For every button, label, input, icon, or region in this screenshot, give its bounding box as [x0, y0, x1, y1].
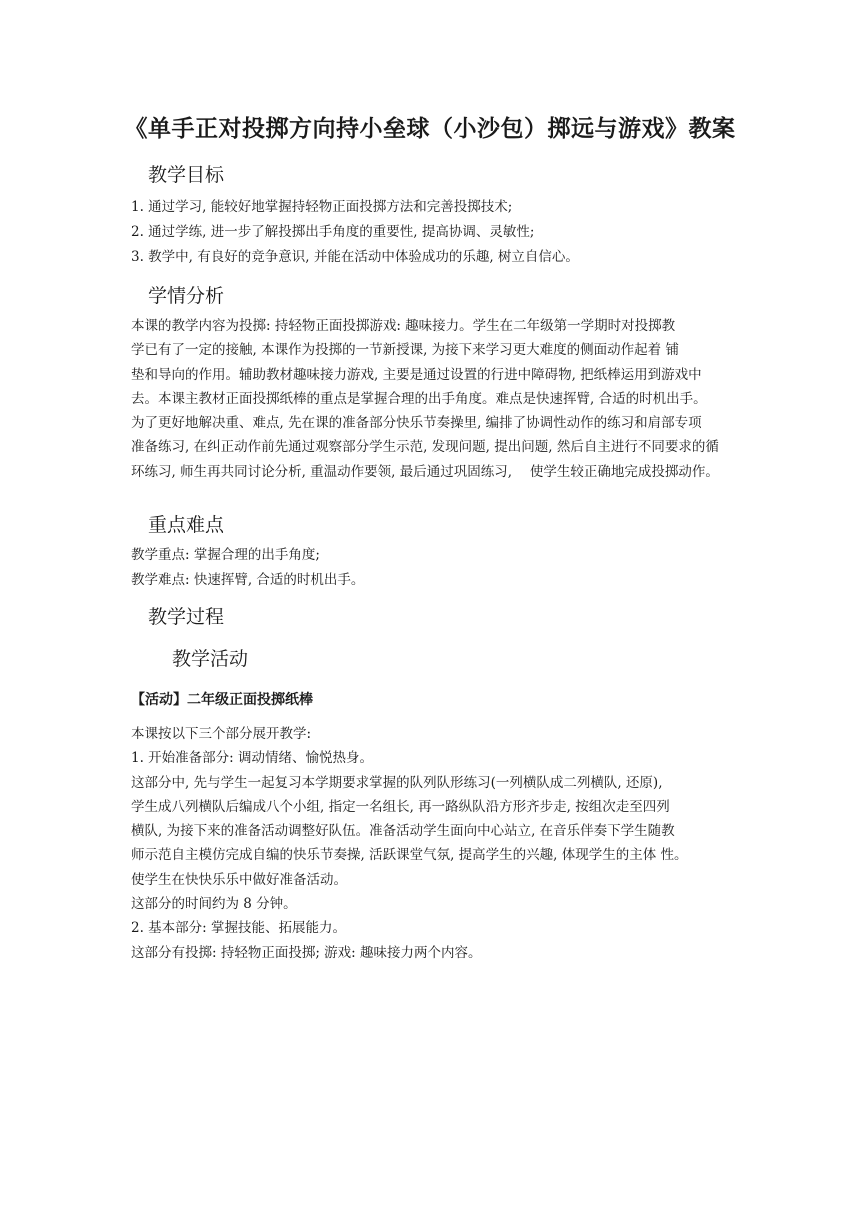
analysis-line: 准备练习, 在纠正动作前先通过观察部分学生示范, 发现问题, 提出问题, 然后自主进行不同要求的循	[131, 439, 719, 456]
process-line: 本课按以下三个部分展开教学:	[131, 726, 312, 742]
difficulty-item: 教学难点: 快速挥臂, 合适的时机出手。	[131, 572, 365, 588]
key-point-item: 教学重点: 掌握合理的出手角度;	[131, 547, 320, 563]
analysis-line: 为了更好地解决重、难点, 先在课的准备部分快乐节奏操里, 编排了协调性动作的练习和肩部专项	[131, 415, 702, 432]
process-line: 师示范自主模仿完成自编的快乐节奏操, 活跃课堂气氛, 提高学生的兴趣, 体现学生的主体 性。	[131, 847, 688, 864]
process-line: 这部分有投掷: 持轻物正面投掷; 游戏: 趣味接力两个内容。	[131, 944, 482, 961]
heading-student-analysis: 学情分析	[148, 285, 225, 307]
process-line: 使学生在快快乐乐中做好准备活动。	[131, 871, 347, 888]
process-line: 横队, 为接下来的准备活动调整好队伍。准备活动学生面向中心站立, 在音乐伴奏下学生随教	[131, 823, 675, 840]
analysis-line: 本课的教学内容为投掷: 持轻物正面投掷游戏: 趣味接力。学生在二年级第一学期时对投掷教	[131, 318, 676, 334]
heading-key-points: 重点难点	[148, 514, 225, 536]
document-title: 《单手正对投掷方向持小垒球（小沙包）掷远与游戏》教案	[124, 116, 736, 142]
heading-teaching-process: 教学过程	[148, 606, 225, 628]
process-line: 2. 基本部分: 掌握技能、拓展能力。	[131, 920, 347, 937]
goal-item-3: 3. 教学中, 有良好的竞争意识, 并能在活动中体验成功的乐趣, 树立自信心。	[131, 249, 579, 265]
process-line: 这部分中, 先与学生一起复习本学期要求掌握的队列队形练习(一列横队成二列横队, 还原),	[131, 774, 663, 791]
process-line: 1. 开始准备部分: 调动情绪、愉悦热身。	[131, 750, 374, 767]
process-line: 学生成八列横队后编成八个小组, 指定一名组长, 再一路纵队沿方形齐步走, 按组次走至四列	[131, 798, 670, 815]
process-line: 这部分的时间约为 8 分钟。	[131, 896, 297, 913]
goal-item-1: 1. 通过学习, 能较好地掌握持轻物正面投掷方法和完善投掷技术;	[131, 199, 513, 215]
analysis-line: 去。本课主教材正面投掷纸棒的重点是掌握合理的出手角度。难点是快速挥臂, 合适的时机出手。	[131, 390, 707, 407]
goal-item-2: 2. 通过学练, 进一步了解投掷出手角度的重要性, 提高协调、灵敏性;	[131, 224, 535, 240]
process-paragraph	[131, 722, 739, 965]
activity-title: 【活动】二年级正面投掷纸棒	[131, 692, 313, 708]
analysis-paragraph	[131, 314, 739, 484]
analysis-line: 垫和导向的作用。辅助教材趣味接力游戏, 主要是通过设置的行进中障碍物, 把纸棒运用到游戏中	[131, 366, 702, 383]
analysis-line: 学已有了一定的接触, 本课作为投掷的一节新授课, 为接下来学习更大难度的侧面动作起着 铺	[131, 342, 679, 359]
analysis-line: 环练习, 师生再共同讨论分析, 重温动作要领, 最后通过巩固练习, 使学生较正确地完成投掷动作。	[131, 463, 719, 480]
heading-teaching-goals: 教学目标	[148, 164, 225, 186]
subheading-teaching-activity: 教学活动	[172, 648, 249, 670]
